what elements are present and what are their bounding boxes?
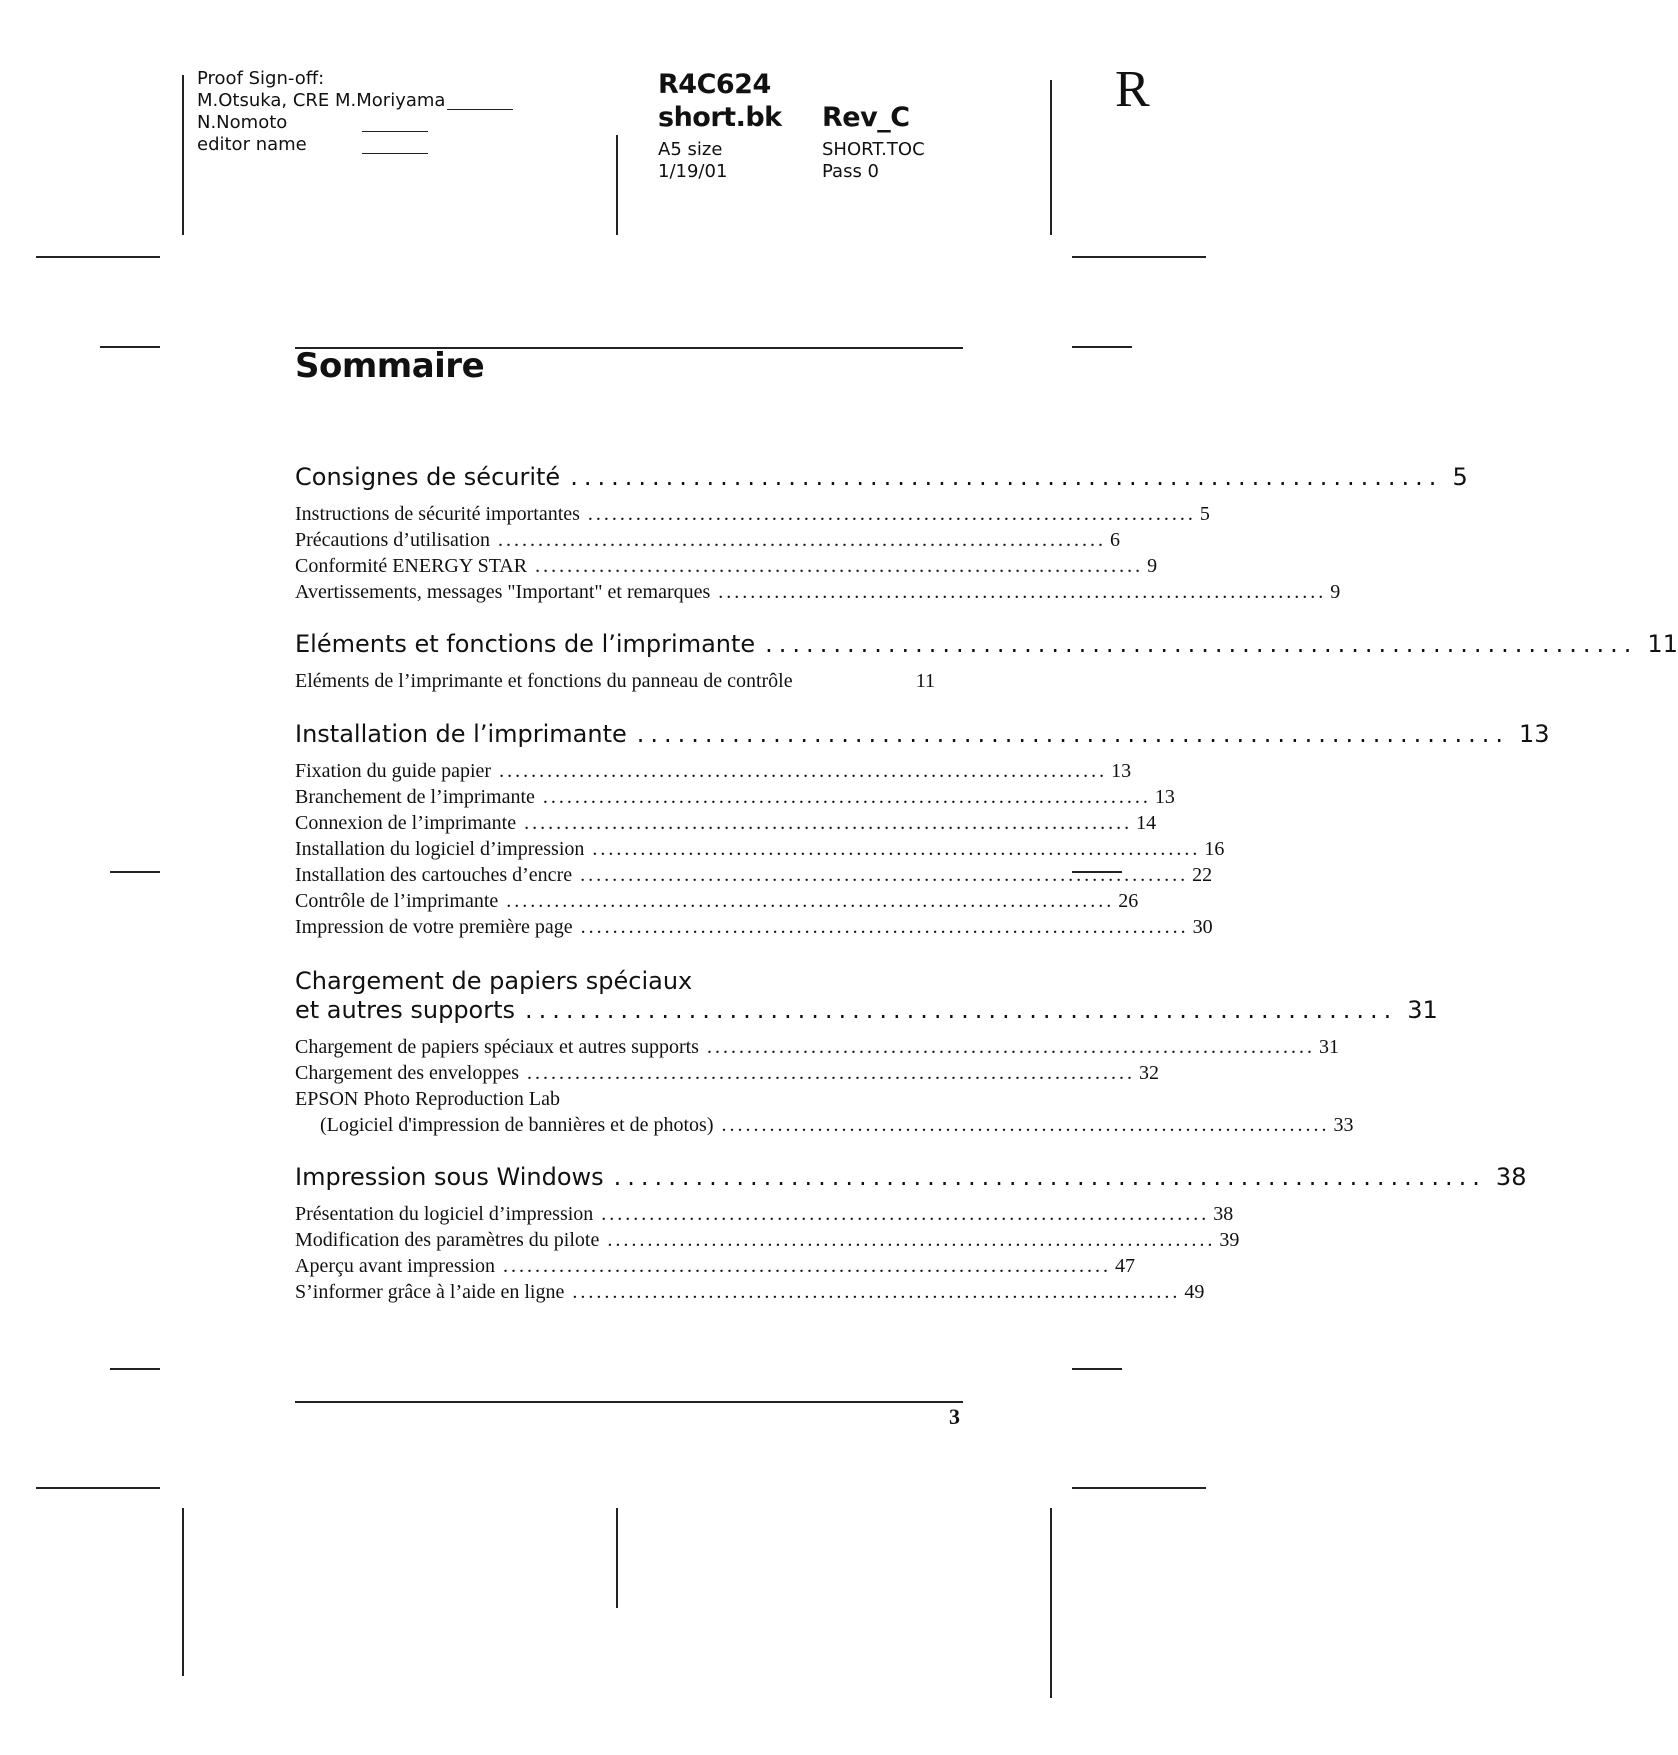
toc-entry [295, 784, 1175, 810]
proof-signoff [197, 68, 445, 156]
crop-mark [616, 135, 618, 235]
entry-page: 38 [1213, 1203, 1234, 1225]
entry-page: 39 [1219, 1229, 1240, 1251]
leader-dots: ............................................................................ [506, 890, 1115, 912]
entry-label: Impression de votre première page [295, 916, 573, 938]
page-title: Sommaire [295, 346, 485, 386]
section-page: 38 [1495, 1163, 1527, 1191]
section-title: Eléments et fonctions de l’imprimante [295, 630, 756, 658]
entry-label: Installation des cartouches d’encre [295, 864, 573, 886]
leader-dots: ............................................................................ [524, 812, 1133, 834]
entry-label: EPSON Photo Reproduction Lab [295, 1088, 560, 1110]
leader-dots: ............................................................................ [499, 760, 1108, 782]
code-line: short.bk [658, 102, 782, 133]
crop-mark [1072, 346, 1132, 348]
proof-line: editor name [197, 134, 307, 155]
toc-entry [295, 1227, 1240, 1253]
meta-line: A5 size [658, 139, 723, 160]
toc-entry [295, 836, 1225, 862]
meta-line: SHORT.TOC [822, 139, 925, 160]
toc-section [295, 463, 1468, 605]
toc-entry [295, 1201, 1234, 1227]
crop-mark [1050, 80, 1052, 235]
entry-page: 22 [1192, 864, 1213, 886]
entry-page: 13 [1154, 786, 1175, 808]
section-heading [295, 996, 1438, 1025]
entry-page: 9 [1147, 555, 1158, 577]
footer-rule [295, 1401, 963, 1403]
toc-section [295, 1163, 1527, 1305]
entry-page: 14 [1136, 812, 1157, 834]
toc-entry [295, 668, 935, 694]
section-page: 11 [1647, 630, 1678, 658]
proof-line: Proof Sign-off: [197, 68, 325, 89]
proof-line-row [197, 112, 445, 134]
entry-label: Connexion de l’imprimante [295, 812, 517, 834]
entry-label: Avertissements, messages "Important" et remarques [295, 581, 711, 603]
code-line: R4C624 [658, 69, 771, 100]
entry-page: 31 [1318, 1036, 1339, 1058]
entry-label: Chargement des enveloppes [295, 1062, 520, 1084]
toc-section [295, 967, 1438, 1138]
crop-mark [1072, 1487, 1206, 1489]
crop-mark [36, 256, 160, 258]
leader-dots: ................................................................ [636, 720, 1510, 748]
crop-mark [1072, 256, 1206, 258]
entry-page: 11 [915, 670, 935, 692]
leader-dots: ............................................................................ [721, 1114, 1330, 1136]
leader-dots: ............................................................................ [587, 503, 1196, 525]
entry-page: 16 [1204, 838, 1225, 860]
section-heading [295, 720, 1550, 749]
leader-dots: ............................................................................ [592, 838, 1201, 860]
meta-line: Pass 0 [822, 161, 880, 182]
entry-label: (Logiciel d'impression de bannières et de photos) [320, 1114, 714, 1136]
entry-label: Conformité ENERGY STAR [295, 555, 528, 577]
entry-label: S’informer grâce à l’aide en ligne [295, 1281, 565, 1303]
toc-entry [295, 914, 1213, 940]
leader-dots: ................................................................ [570, 463, 1443, 491]
leader-dots: ................................................................ [613, 1163, 1486, 1191]
crop-mark [1072, 1368, 1122, 1370]
entry-page: 13 [1111, 760, 1132, 782]
entry-page: 26 [1118, 890, 1139, 912]
section-title: Consignes de sécurité [295, 463, 561, 491]
toc-entry [295, 1112, 1354, 1138]
entry-page: 30 [1192, 916, 1213, 938]
section-heading [295, 1163, 1527, 1192]
entry-page: 9 [1330, 581, 1341, 603]
signature-blank [362, 131, 428, 132]
section-heading [295, 463, 1468, 492]
leader-dots: ............................................................................ [601, 1203, 1210, 1225]
leader-dots: ............................................................................ [535, 555, 1144, 577]
leader-dots: ............................................................................ [580, 916, 1189, 938]
signature-blank [447, 109, 513, 110]
entry-page: 5 [1199, 503, 1210, 525]
leader-dots: ............................................................................ [572, 1281, 1181, 1303]
section-title: et autres supports [295, 996, 516, 1024]
section-heading [295, 630, 1678, 659]
leader-dots: ............................................................................ [706, 1036, 1315, 1058]
toc-entry [295, 1034, 1339, 1060]
entry-label: Précautions d’utilisation [295, 529, 490, 551]
revision: Rev_C [822, 102, 910, 133]
document-code [658, 68, 782, 134]
leader-dots: ............................................................................ [718, 581, 1327, 603]
toc-entry [295, 553, 1158, 579]
section-page: 5 [1452, 463, 1468, 491]
entry-label: Contrôle de l’imprimante [295, 890, 499, 912]
crop-mark [110, 871, 160, 873]
leader-dots: ............................................................................ [502, 1255, 1111, 1277]
toc-entry [295, 888, 1139, 914]
leader-dots: ............................................................................ [527, 1062, 1136, 1084]
toc-entry [295, 579, 1341, 605]
toc-entry [295, 1060, 1160, 1086]
entry-label: Fixation du guide papier [295, 760, 492, 782]
toc-entry [295, 1086, 925, 1112]
toc-entry [295, 1253, 1135, 1279]
crop-mark [110, 1368, 160, 1370]
entry-label: Aperçu avant impression [295, 1255, 495, 1277]
toc-entry [295, 758, 1132, 784]
section-title: Installation de l’imprimante [295, 720, 627, 748]
toc-entry [295, 1279, 1205, 1305]
crop-mark [100, 346, 160, 348]
crop-mark [182, 75, 184, 235]
entry-label: Instructions de sécurité importantes [295, 503, 580, 525]
proof-line: M.Otsuka, CRE M.Moriyama [197, 90, 446, 111]
crop-mark [182, 1508, 184, 1676]
proof-line-row [197, 90, 445, 112]
toc-entry [295, 810, 1157, 836]
entry-page: 6 [1109, 529, 1120, 551]
toc-section [295, 720, 1550, 940]
section-letter: R [1115, 61, 1150, 118]
leader-dots: ................................................................ [525, 996, 1398, 1024]
leader-dots: ............................................................................ [607, 1229, 1216, 1251]
entry-page: 49 [1184, 1281, 1205, 1303]
crop-mark [616, 1508, 618, 1608]
section-page: 13 [1519, 720, 1550, 748]
entry-label: Chargement de papiers spéciaux et autres supports [295, 1036, 699, 1058]
leader-dots: ............................................................................ [542, 786, 1151, 808]
entry-label: Eléments de l’imprimante et fonctions du panneau de contrôle [295, 670, 793, 692]
leader-dots: ................................................................ [765, 630, 1638, 658]
entry-label: Installation du logiciel d’impression [295, 838, 585, 860]
toc-entry [295, 862, 1213, 888]
crop-mark [36, 1487, 160, 1489]
entry-page: 47 [1114, 1255, 1135, 1277]
toc-entry [295, 527, 1120, 553]
leader-dots: ............................................................................ [580, 864, 1189, 886]
entry-label: Présentation du logiciel d’impression [295, 1203, 594, 1225]
meta-left [658, 139, 727, 183]
toc-entry [295, 501, 1210, 527]
signature-blank [362, 153, 428, 154]
entry-label: Modification des paramètres du pilote [295, 1229, 600, 1251]
leader-dots: ............................................................................ [497, 529, 1106, 551]
toc-section [295, 630, 1678, 694]
entry-label: Branchement de l’imprimante [295, 786, 535, 808]
entry-page: 32 [1139, 1062, 1160, 1084]
section-title-line1: Chargement de papiers spéciaux [295, 967, 693, 995]
crop-mark [1050, 1508, 1052, 1698]
page-number: 3 [949, 1404, 960, 1429]
entry-page: 33 [1333, 1114, 1354, 1136]
section-page: 31 [1407, 996, 1438, 1024]
meta-line: 1/19/01 [658, 161, 728, 182]
proof-line-row [197, 134, 445, 156]
meta-right [822, 139, 925, 183]
proof-line: N.Nomoto [197, 112, 288, 133]
section-title: Impression sous Windows [295, 1163, 604, 1191]
